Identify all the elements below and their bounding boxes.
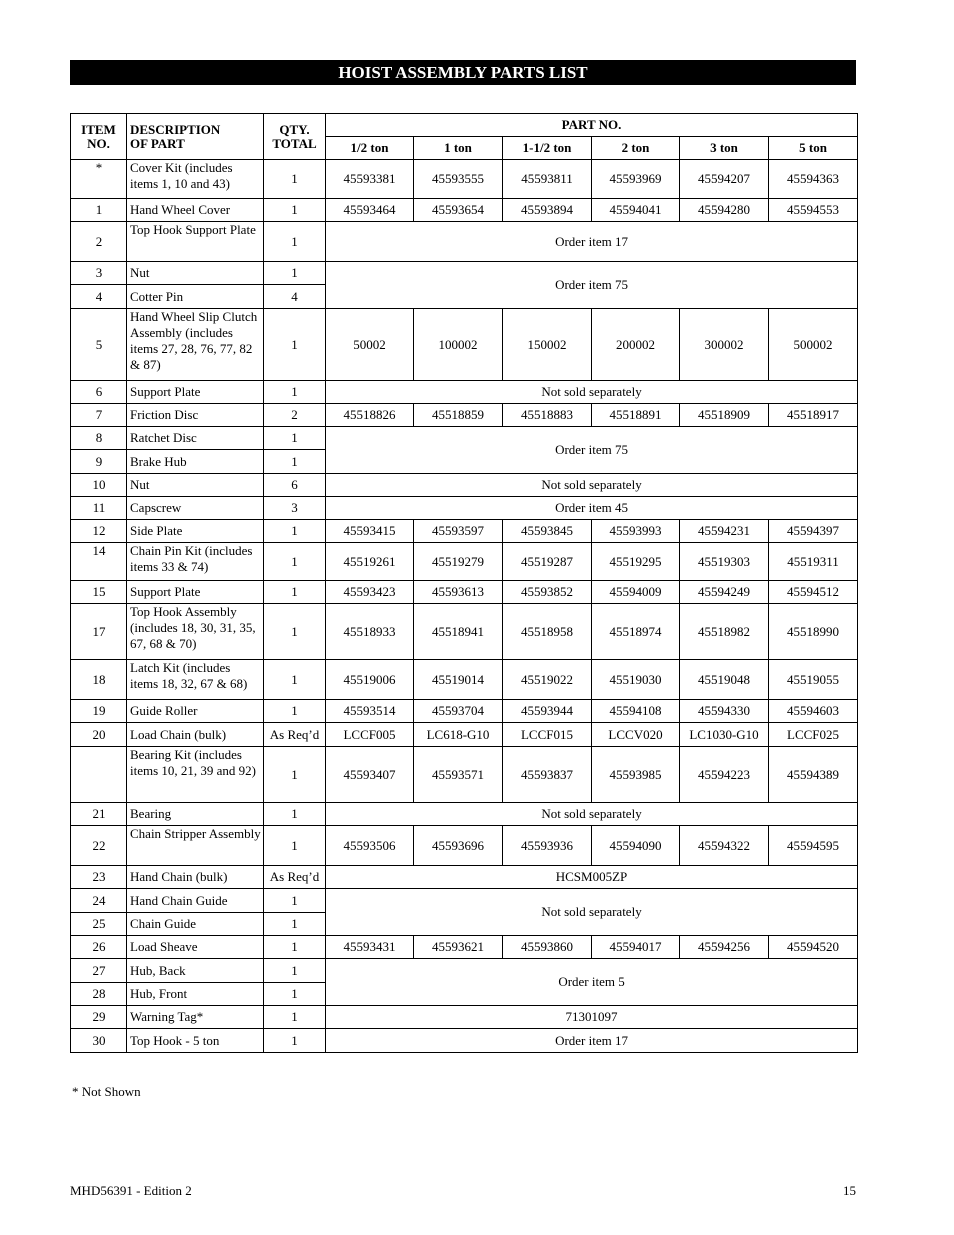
part-number-cell: 45519311 — [769, 543, 858, 581]
part-number-cell: LCCF015 — [503, 723, 592, 747]
part-note-cell: 71301097 — [326, 1006, 858, 1029]
part-number-cell: 45518917 — [769, 404, 858, 427]
part-number-cell: 45594280 — [680, 199, 769, 222]
part-number-cell: 45518859 — [414, 404, 503, 427]
description-cell: Latch Kit (includes items 18, 32, 67 & 68) — [127, 660, 264, 700]
part-number-cell: 45594553 — [769, 199, 858, 222]
item-number-cell: 1 — [71, 199, 127, 222]
part-number-cell: 45518909 — [680, 404, 769, 427]
part-number-cell: 45593514 — [326, 700, 414, 723]
part-number-cell: 45593837 — [503, 747, 592, 803]
table-row — [71, 604, 858, 660]
footer-doc-id: MHD56391 - Edition 2 — [70, 1183, 192, 1198]
part-number-cell: 45593506 — [326, 826, 414, 866]
header-size-1: 1 ton — [414, 137, 503, 160]
qty-cell: 1 — [264, 747, 326, 803]
part-number-cell: 45519055 — [769, 660, 858, 700]
description-cell: Hand Wheel Cover — [127, 199, 264, 222]
footer-page-number: 15 — [843, 1183, 856, 1198]
qty-cell: 1 — [264, 309, 326, 381]
item-number-cell: 14 — [71, 543, 127, 581]
description-cell: Hub, Back — [127, 959, 264, 983]
table-row — [71, 826, 858, 866]
table-row — [71, 700, 858, 723]
part-note-cell: Order item 45 — [326, 497, 858, 520]
qty-cell: 1 — [264, 222, 326, 262]
item-number-cell: 9 — [71, 450, 127, 474]
item-number-cell: 15 — [71, 581, 127, 604]
part-number-cell: 45593944 — [503, 700, 592, 723]
header-desc-line2: OF PART — [130, 135, 185, 151]
part-number-cell: 45593654 — [414, 199, 503, 222]
table-row — [71, 660, 858, 700]
qty-cell: 1 — [264, 160, 326, 199]
description-cell: Cotter Pin — [127, 285, 264, 309]
part-number-cell: 45518958 — [503, 604, 592, 660]
qty-cell: 1 — [264, 604, 326, 660]
part-number-cell: 45593407 — [326, 747, 414, 803]
part-number-cell: 45594009 — [592, 581, 680, 604]
part-number-cell: LCCF005 — [326, 723, 414, 747]
description-cell: Support Plate — [127, 581, 264, 604]
part-number-cell: 300002 — [680, 309, 769, 381]
item-number-cell: 6 — [71, 381, 127, 404]
part-number-cell: 45518941 — [414, 604, 503, 660]
item-number-cell: 5 — [71, 309, 127, 381]
part-number-cell: 45519048 — [680, 660, 769, 700]
part-note-cell: Not sold separately — [326, 381, 858, 404]
part-number-cell: 45519261 — [326, 543, 414, 581]
item-number-cell: 24 — [71, 889, 127, 913]
description-cell: Chain Guide — [127, 913, 264, 936]
qty-cell: 1 — [264, 983, 326, 1006]
part-number-cell: 45519303 — [680, 543, 769, 581]
part-number-cell: 45594603 — [769, 700, 858, 723]
part-note-cell: Order item 75 — [326, 427, 858, 474]
description-cell: Nut — [127, 262, 264, 285]
part-number-cell: 45593852 — [503, 581, 592, 604]
item-number-cell: 3 — [71, 262, 127, 285]
header-size-3: 2 ton — [592, 137, 680, 160]
description-cell: Friction Disc — [127, 404, 264, 427]
page-title: HOIST ASSEMBLY PARTS LIST — [70, 60, 856, 85]
description-cell: Load Sheave — [127, 936, 264, 959]
part-number-cell: 45593613 — [414, 581, 503, 604]
table-row — [71, 543, 858, 581]
part-number-cell: 45594512 — [769, 581, 858, 604]
part-number-cell: 45593969 — [592, 160, 680, 199]
qty-cell: 1 — [264, 262, 326, 285]
item-number-cell: 23 — [71, 866, 127, 889]
description-cell: Hub, Front — [127, 983, 264, 1006]
description-cell: Capscrew — [127, 497, 264, 520]
table-row — [71, 222, 858, 262]
part-number-cell: 45594041 — [592, 199, 680, 222]
item-number-cell: 30 — [71, 1029, 127, 1053]
item-number-cell: 10 — [71, 474, 127, 497]
part-number-cell: 45594017 — [592, 936, 680, 959]
part-number-cell: 45594223 — [680, 747, 769, 803]
item-number-cell: 18 — [71, 660, 127, 700]
description-cell: Bearing Kit (includes items 10, 21, 39 and 92) — [127, 747, 264, 803]
item-number-cell: 29 — [71, 1006, 127, 1029]
item-number-cell: * — [71, 160, 127, 199]
item-number-cell: 27 — [71, 959, 127, 983]
part-number-cell: 45593621 — [414, 936, 503, 959]
item-number-cell: 20 — [71, 723, 127, 747]
qty-cell: 1 — [264, 889, 326, 913]
part-number-cell: 45519287 — [503, 543, 592, 581]
part-number-cell: 45593415 — [326, 520, 414, 543]
part-number-cell: LCCF025 — [769, 723, 858, 747]
part-number-cell: 45593597 — [414, 520, 503, 543]
table-row — [71, 747, 858, 803]
item-number-cell: 11 — [71, 497, 127, 520]
table-row — [71, 309, 858, 381]
qty-cell: 1 — [264, 803, 326, 826]
header-qty-line1: QTY. — [279, 121, 310, 137]
header-size-2: 1-1/2 ton — [503, 137, 592, 160]
item-number-cell: 2 — [71, 222, 127, 262]
header-size-0: 1/2 ton — [326, 137, 414, 160]
qty-cell: 1 — [264, 700, 326, 723]
part-number-cell: 45519279 — [414, 543, 503, 581]
part-number-cell: 45594249 — [680, 581, 769, 604]
part-number-cell: 45518826 — [326, 404, 414, 427]
part-number-cell: 45519030 — [592, 660, 680, 700]
item-number-cell: 4 — [71, 285, 127, 309]
qty-cell: 6 — [264, 474, 326, 497]
item-number-cell: 17 — [71, 604, 127, 660]
description-cell: Top Hook - 5 ton — [127, 1029, 264, 1053]
part-number-cell: 45593936 — [503, 826, 592, 866]
table-row — [71, 581, 858, 604]
item-number-cell: 26 — [71, 936, 127, 959]
description-cell: Ratchet Disc — [127, 427, 264, 450]
description-cell: Top Hook Assembly (includes 18, 30, 31, 35, 67, 68 & 70) — [127, 604, 264, 660]
part-note-cell: Order item 75 — [326, 262, 858, 309]
qty-cell: 1 — [264, 199, 326, 222]
item-number-cell — [71, 747, 127, 803]
description-cell: Hand Wheel Slip Clutch Assembly (includes items 27, 28, 76, 77, 82 & 87) — [127, 309, 264, 381]
part-number-cell: 45594595 — [769, 826, 858, 866]
table-row — [71, 427, 858, 450]
description-cell: Brake Hub — [127, 450, 264, 474]
table-row — [71, 866, 858, 889]
part-number-cell: 45518974 — [592, 604, 680, 660]
part-number-cell: 45593704 — [414, 700, 503, 723]
table-row — [71, 959, 858, 983]
qty-cell: 1 — [264, 913, 326, 936]
qty-cell: 1 — [264, 826, 326, 866]
qty-cell: 1 — [264, 1029, 326, 1053]
part-note-cell: Not sold separately — [326, 803, 858, 826]
part-number-cell: 45594231 — [680, 520, 769, 543]
item-number-cell: 21 — [71, 803, 127, 826]
part-note-cell: Not sold separately — [326, 474, 858, 497]
description-cell: Guide Roller — [127, 700, 264, 723]
description-cell: Warning Tag* — [127, 1006, 264, 1029]
table-row — [71, 160, 858, 199]
part-number-cell: 45593860 — [503, 936, 592, 959]
part-number-cell: 45593845 — [503, 520, 592, 543]
description-cell: Side Plate — [127, 520, 264, 543]
part-number-cell: 45593985 — [592, 747, 680, 803]
header-item-no — [71, 114, 127, 160]
part-number-cell: 45518982 — [680, 604, 769, 660]
description-cell: Support Plate — [127, 381, 264, 404]
qty-cell: 3 — [264, 497, 326, 520]
part-number-cell: 500002 — [769, 309, 858, 381]
item-number-cell: 19 — [71, 700, 127, 723]
part-note-cell: Order item 17 — [326, 222, 858, 262]
item-number-cell: 12 — [71, 520, 127, 543]
part-number-cell: 45518990 — [769, 604, 858, 660]
item-number-cell: 7 — [71, 404, 127, 427]
description-cell: Top Hook Support Plate — [127, 222, 264, 262]
part-number-cell: 45594397 — [769, 520, 858, 543]
table-row — [71, 723, 858, 747]
item-number-cell: 25 — [71, 913, 127, 936]
part-number-cell: LCCV020 — [592, 723, 680, 747]
part-number-cell: 150002 — [503, 309, 592, 381]
part-number-cell: 45594330 — [680, 700, 769, 723]
table-row — [71, 497, 858, 520]
part-number-cell: 100002 — [414, 309, 503, 381]
part-number-cell: 200002 — [592, 309, 680, 381]
qty-cell: 1 — [264, 959, 326, 983]
part-number-cell: 45593696 — [414, 826, 503, 866]
qty-cell: 1 — [264, 520, 326, 543]
parts-table — [70, 113, 858, 1053]
table-row — [71, 474, 858, 497]
part-number-cell: 45519006 — [326, 660, 414, 700]
header-size-5: 5 ton — [769, 137, 858, 160]
qty-cell: 1 — [264, 450, 326, 474]
header-qty-total — [264, 114, 326, 160]
qty-cell: 2 — [264, 404, 326, 427]
part-note-cell: Order item 5 — [326, 959, 858, 1006]
part-number-cell: LC1030-G10 — [680, 723, 769, 747]
part-number-cell: 45594322 — [680, 826, 769, 866]
description-cell: Chain Stripper Assembly — [127, 826, 264, 866]
part-number-cell: LC618-G10 — [414, 723, 503, 747]
part-number-cell: 45593464 — [326, 199, 414, 222]
table-row — [71, 889, 858, 913]
description-cell: Bearing — [127, 803, 264, 826]
qty-cell: 1 — [264, 1006, 326, 1029]
table-row — [71, 1029, 858, 1053]
table-row — [71, 520, 858, 543]
header-desc-line1: DESCRIPTION — [130, 121, 221, 137]
description-cell: Chain Pin Kit (includes items 33 & 74) — [127, 543, 264, 581]
part-number-cell: 45593811 — [503, 160, 592, 199]
item-number-cell: 22 — [71, 826, 127, 866]
description-cell: Cover Kit (includes items 1, 10 and 43) — [127, 160, 264, 199]
table-row — [71, 936, 858, 959]
qty-cell: 4 — [264, 285, 326, 309]
footnote: * Not Shown — [72, 1084, 141, 1099]
header-part-no: PART NO. — [326, 114, 858, 137]
qty-cell: As Req’d — [264, 866, 326, 889]
part-number-cell: 45594090 — [592, 826, 680, 866]
table-row — [71, 381, 858, 404]
part-number-cell: 45518891 — [592, 404, 680, 427]
table-row — [71, 803, 858, 826]
table-row — [71, 262, 858, 285]
qty-cell: 1 — [264, 427, 326, 450]
part-number-cell: 45593993 — [592, 520, 680, 543]
part-number-cell: 45593381 — [326, 160, 414, 199]
description-cell: Hand Chain (bulk) — [127, 866, 264, 889]
qty-cell: As Req’d — [264, 723, 326, 747]
part-number-cell: 45593894 — [503, 199, 592, 222]
qty-cell: 1 — [264, 936, 326, 959]
description-cell: Nut — [127, 474, 264, 497]
item-number-cell: 8 — [71, 427, 127, 450]
part-number-cell: 45593571 — [414, 747, 503, 803]
qty-cell: 1 — [264, 543, 326, 581]
part-note-cell: Order item 17 — [326, 1029, 858, 1053]
item-number-cell: 28 — [71, 983, 127, 1006]
part-note-cell: Not sold separately — [326, 889, 858, 936]
header-size-4: 3 ton — [680, 137, 769, 160]
part-number-cell: 45519295 — [592, 543, 680, 581]
description-cell: Hand Chain Guide — [127, 889, 264, 913]
table-row — [71, 199, 858, 222]
qty-cell: 1 — [264, 581, 326, 604]
description-cell: Load Chain (bulk) — [127, 723, 264, 747]
header-item-line2: NO. — [87, 135, 110, 151]
part-number-cell: 45519022 — [503, 660, 592, 700]
table-body — [71, 160, 858, 1053]
part-number-cell: 45519014 — [414, 660, 503, 700]
table-row — [71, 1006, 858, 1029]
table-row — [71, 404, 858, 427]
part-number-cell: 45594389 — [769, 747, 858, 803]
header-item-line1: ITEM — [81, 121, 116, 137]
part-number-cell: 45594108 — [592, 700, 680, 723]
header-qty-line2: TOTAL — [272, 135, 317, 151]
qty-cell: 1 — [264, 660, 326, 700]
header-description — [127, 114, 264, 160]
qty-cell: 1 — [264, 381, 326, 404]
part-number-cell: 45593431 — [326, 936, 414, 959]
table-header — [71, 114, 858, 160]
part-number-cell: 45518883 — [503, 404, 592, 427]
part-note-cell: HCSM005ZP — [326, 866, 858, 889]
part-number-cell: 45594520 — [769, 936, 858, 959]
part-number-cell: 45518933 — [326, 604, 414, 660]
part-number-cell: 45594363 — [769, 160, 858, 199]
part-number-cell: 45594207 — [680, 160, 769, 199]
part-number-cell: 50002 — [326, 309, 414, 381]
part-number-cell: 45593423 — [326, 581, 414, 604]
part-number-cell: 45593555 — [414, 160, 503, 199]
part-number-cell: 45594256 — [680, 936, 769, 959]
